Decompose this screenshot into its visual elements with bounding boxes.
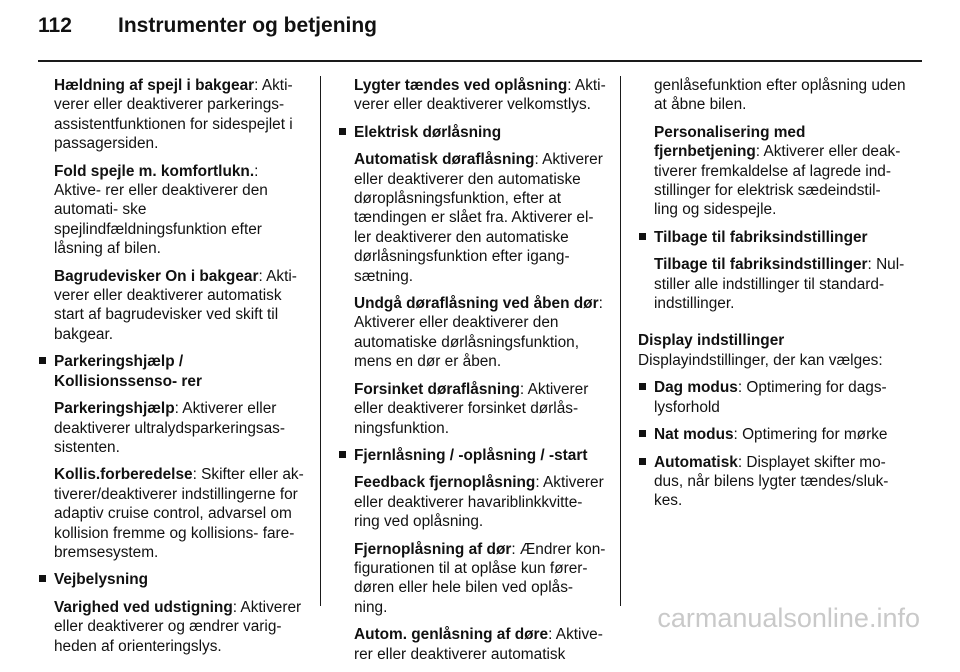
- section-heading: Display indstillinger: [638, 332, 785, 350]
- entry-term: Tilbage til fabriksindstillinger: [654, 256, 868, 274]
- entry-desc: : Aktiverer eller deaktiverer ultralydsparkeringsas- sistenten.: [54, 400, 285, 456]
- entry-desc: : Nul- stiller alle indstillinger til standard- indstillinger.: [654, 256, 905, 313]
- entry-term: Bagrudevisker On i bakgear: [54, 267, 259, 285]
- watermark: carmanualsonline.info: [657, 603, 920, 633]
- list-item: [638, 425, 906, 444]
- bullet-heading: Tilbage til fabriksindstillinger: [638, 228, 906, 247]
- entry-term: Fjernoplåsning af dør: [354, 540, 512, 558]
- entry: [338, 540, 606, 618]
- entry-term: Automatisk: [654, 453, 738, 471]
- page-title: Instrumenter og betjening: [118, 14, 378, 37]
- page-header: [38, 14, 922, 48]
- entry-term: Personalisering med fjernbetjening: [654, 123, 806, 161]
- entry-term: Automatisk døraflåsning: [354, 151, 535, 169]
- entry-term: Autom. genlåsning af døre: [354, 626, 549, 644]
- bullet-heading: Fjernlåsning / -oplåsning / -start: [338, 446, 606, 465]
- column-divider: [620, 76, 621, 606]
- entry-desc: : Aktiverer eller deaktiverer forsinket dørlås- ningsfunktion.: [354, 380, 589, 437]
- entry: [638, 123, 906, 220]
- entry-term: Varighed ved udstigning: [54, 598, 233, 616]
- list-item: [638, 378, 906, 417]
- entry-term: Hældning af spejl i bakgear: [54, 77, 255, 94]
- entry: [338, 150, 606, 286]
- entry: [338, 380, 606, 438]
- entry-desc: : Aktiverer eller deaktiverer og ændrer varig- heden af orienteringslys.: [54, 598, 302, 655]
- entry: [338, 625, 606, 664]
- entry: [38, 399, 306, 457]
- bullet-heading: Elektrisk dørlåsning: [338, 123, 606, 142]
- column-divider: [320, 76, 321, 606]
- entry-desc: : Aktiverer eller deaktiverer den automatiske dørlåsningsfunktion, mens en dør er åben.: [354, 295, 603, 371]
- entry-desc: : Aktiverer eller deaktiverer havariblinkkvitte- ring ved oplåsning.: [354, 474, 604, 531]
- entry-term: Dag modus: [654, 379, 738, 397]
- bullet-heading: Parkeringshjælp / Kollisionssenso- rer: [38, 352, 306, 391]
- header-rule: [38, 60, 922, 62]
- entry-term: Undgå døraflåsning ved åben dør: [354, 295, 599, 313]
- column-2: [338, 76, 606, 672]
- entry: [38, 465, 306, 562]
- entry-desc: : Skifter eller ak- tiverer/deaktiverer indstillingerne for adaptiv cruise control, advarsel om kollision fremme og kollisions- fare-bremsesystem.: [54, 466, 304, 561]
- entry: [38, 267, 306, 345]
- entry-term: Nat modus: [654, 426, 734, 444]
- entry-term: Feedback fjernoplåsning: [354, 474, 536, 492]
- entry: [38, 76, 306, 154]
- entry-desc: : Aktiverer eller deak- tiverer fremkaldelse af lagrede ind- stillinger for elektrisk sædeindstil- ling og sidespejle.: [654, 143, 901, 219]
- entry: [338, 473, 606, 531]
- entry-term: Fold spejle m. komfortlukn.: [54, 162, 255, 180]
- entry-desc: : Ændrer kon- figurationen til at oplåse kun fører- døren eller hele bilen ved oplås- ning.: [354, 540, 606, 616]
- entry-desc: : Displayet skifter mo- dus, når bilens lygter tændes/sluk- kes.: [654, 453, 889, 510]
- entry: [338, 294, 606, 372]
- entry: [338, 76, 606, 115]
- entry-desc: : Optimering for dags- lysforhold: [654, 379, 887, 416]
- entry-desc: : Aktive- rer eller deaktiverer automatisk: [354, 626, 603, 663]
- entry-continued: genlåsefunktion efter oplåsning uden at åbne bilen.: [654, 77, 906, 114]
- entry-term: Kollis.forberedelse: [54, 466, 193, 484]
- entry-term: Parkeringshjælp: [54, 400, 175, 418]
- entry-desc: : Aktive- rer eller deaktiverer den automati- ske spejlindfældningsfunktion efter låsning af bilen.: [54, 162, 268, 258]
- entry-term: Forsinket døraflåsning: [354, 380, 520, 398]
- page-number: 112: [38, 14, 72, 37]
- list-item: [638, 453, 906, 511]
- entry-term: Lygter tændes ved oplåsning: [354, 77, 568, 94]
- column-1: [38, 76, 306, 664]
- entry: [38, 162, 306, 259]
- entry-desc: : Akti- verer eller deaktiverer velkomstlys.: [354, 77, 606, 114]
- column-3: [638, 76, 906, 519]
- section-intro: Displayindstillinger, der kan vælges:: [638, 351, 883, 369]
- entry: [638, 255, 906, 313]
- bullet-heading: Vejbelysning: [38, 570, 306, 589]
- entry-desc: : Aktiverer eller deaktiverer den automatiske døroplåsningsfunktion, efter at tændingen er slået fra. Aktiverer el- ler deaktiverer den automatiske dørlåsningsfunktion efter igang- sætning.: [354, 151, 603, 285]
- entry-desc: : Akti- verer eller deaktiverer parkerings- assistentfunktionen for sidespejlet i passagersiden.: [54, 77, 293, 153]
- entry: [38, 598, 306, 656]
- entry-desc: : Akti- verer eller deaktiverer automatisk start af bagrudevisker ved skift til bakgear.: [54, 267, 297, 343]
- entry-desc: : Optimering for mørke: [733, 426, 888, 444]
